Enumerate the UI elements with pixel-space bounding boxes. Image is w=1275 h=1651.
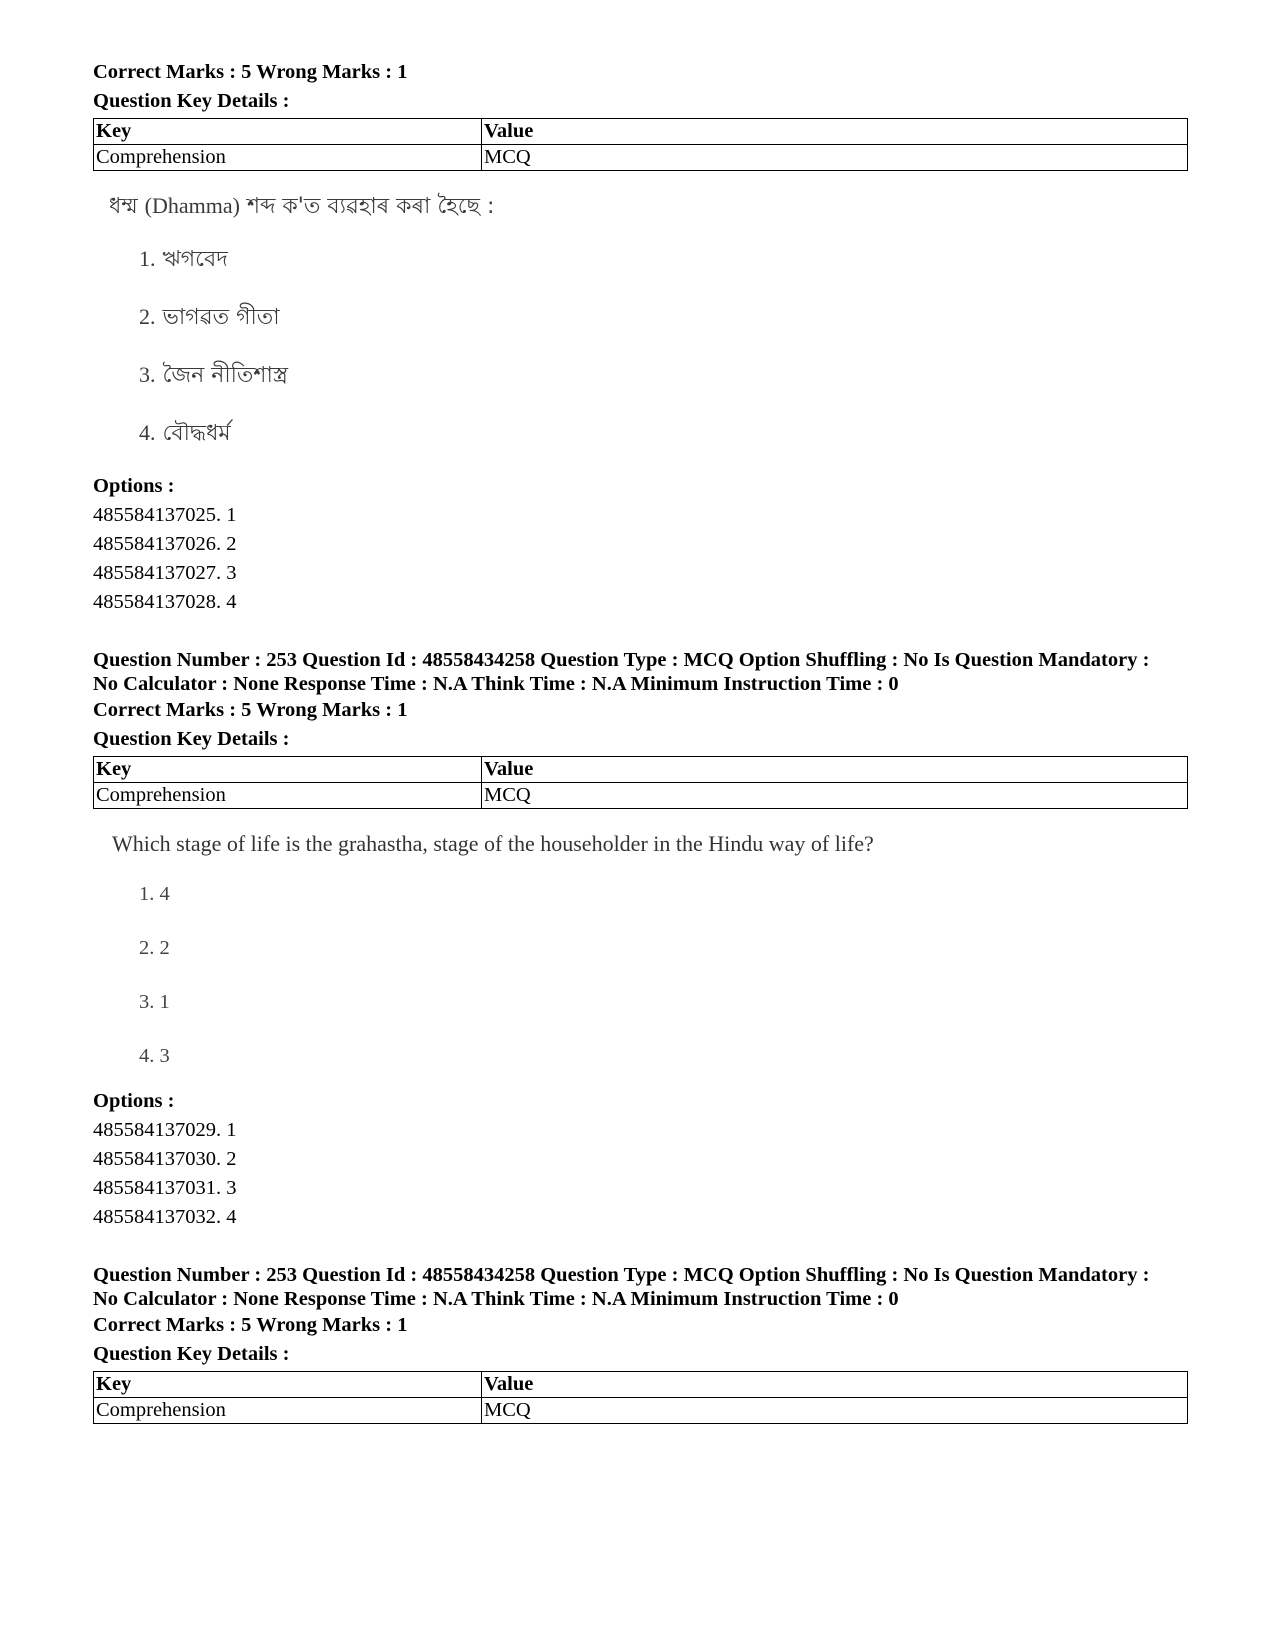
- table-row: [94, 145, 1188, 171]
- table-header-value: Value: [482, 119, 1188, 145]
- question-text: Which stage of life is the grahastha, stage of the householder in the Hindu way of life?: [112, 831, 874, 856]
- table-row: [94, 1398, 1188, 1424]
- key-details-table: [93, 1371, 1188, 1424]
- table-header-value: Value: [482, 757, 1188, 783]
- table-row: [94, 783, 1188, 809]
- question-block-3: [93, 1263, 1188, 1424]
- choice-item: 3. জৈন নীতিশাস্ত্ৰ: [139, 362, 288, 388]
- table-header-key: Key: [94, 1372, 482, 1398]
- option-item: 485584137031. 3: [93, 1177, 237, 1199]
- question-header-line-2: No Calculator : None Response Time : N.A Think Time : N.A Minimum Instruction Time : 0: [93, 1288, 899, 1310]
- option-item: 485584137027. 3: [93, 562, 237, 584]
- options-label: Options :: [93, 1090, 175, 1112]
- table-header-key: Key: [94, 757, 482, 783]
- question-image: [93, 191, 1188, 462]
- table-cell-value: MCQ: [482, 783, 1188, 809]
- marks-line: Correct Marks : 5 Wrong Marks : 1: [93, 61, 408, 83]
- table-header-row: [94, 1372, 1188, 1398]
- key-details-label: Question Key Details :: [93, 90, 290, 112]
- table-header-row: [94, 757, 1188, 783]
- option-item: 485584137026. 2: [93, 533, 237, 555]
- options-label: Options :: [93, 475, 175, 497]
- marks-line: Correct Marks : 5 Wrong Marks : 1: [93, 1314, 408, 1336]
- option-item: 485584137025. 1: [93, 504, 237, 526]
- key-details-label: Question Key Details :: [93, 728, 290, 750]
- choice-item: 3. 1: [139, 991, 170, 1013]
- table-cell-key: Comprehension: [94, 1398, 482, 1424]
- question-header-line-2: No Calculator : None Response Time : N.A Think Time : N.A Minimum Instruction Time : 0: [93, 673, 899, 695]
- choice-item: 2. 2: [139, 937, 170, 959]
- choice-item: 4. বৌদ্ধধৰ্ম: [139, 420, 231, 446]
- choice-item: 1. ঋগবেদ: [139, 246, 228, 272]
- table-cell-key: Comprehension: [94, 783, 482, 809]
- table-header-row: [94, 119, 1188, 145]
- question-header-line-1: Question Number : 253 Question Id : 48558434258 Question Type : MCQ Option Shuffling : No Is Question Mandatory :: [93, 649, 1150, 671]
- table-cell-key: Comprehension: [94, 145, 482, 171]
- question-text: ধম্ম (Dhamma) শব্দ ক'ত ব্যৱহাৰ কৰা হৈছে :: [109, 193, 495, 219]
- question-block-2: [93, 648, 1188, 1232]
- marks-line: Correct Marks : 5 Wrong Marks : 1: [93, 699, 408, 721]
- choice-item: 4. 3: [139, 1045, 170, 1067]
- table-header-value: Value: [482, 1372, 1188, 1398]
- table-header-key: Key: [94, 119, 482, 145]
- choice-item: 2. ভাগৱত গীতা: [139, 304, 280, 330]
- option-item: 485584137032. 4: [93, 1206, 237, 1228]
- table-cell-value: MCQ: [482, 145, 1188, 171]
- key-details-table: [93, 118, 1188, 171]
- choice-item: 1. 4: [139, 883, 170, 905]
- question-header-line-1: Question Number : 253 Question Id : 48558434258 Question Type : MCQ Option Shuffling : No Is Question Mandatory :: [93, 1264, 1150, 1286]
- key-details-label: Question Key Details :: [93, 1343, 290, 1365]
- key-details-table: [93, 756, 1188, 809]
- option-item: 485584137029. 1: [93, 1119, 237, 1141]
- option-item: 485584137028. 4: [93, 591, 237, 613]
- option-item: 485584137030. 2: [93, 1148, 237, 1170]
- table-cell-value: MCQ: [482, 1398, 1188, 1424]
- document-page: [93, 58, 1188, 1424]
- question-image: [93, 829, 1188, 1083]
- question-block-1: [93, 58, 1188, 617]
